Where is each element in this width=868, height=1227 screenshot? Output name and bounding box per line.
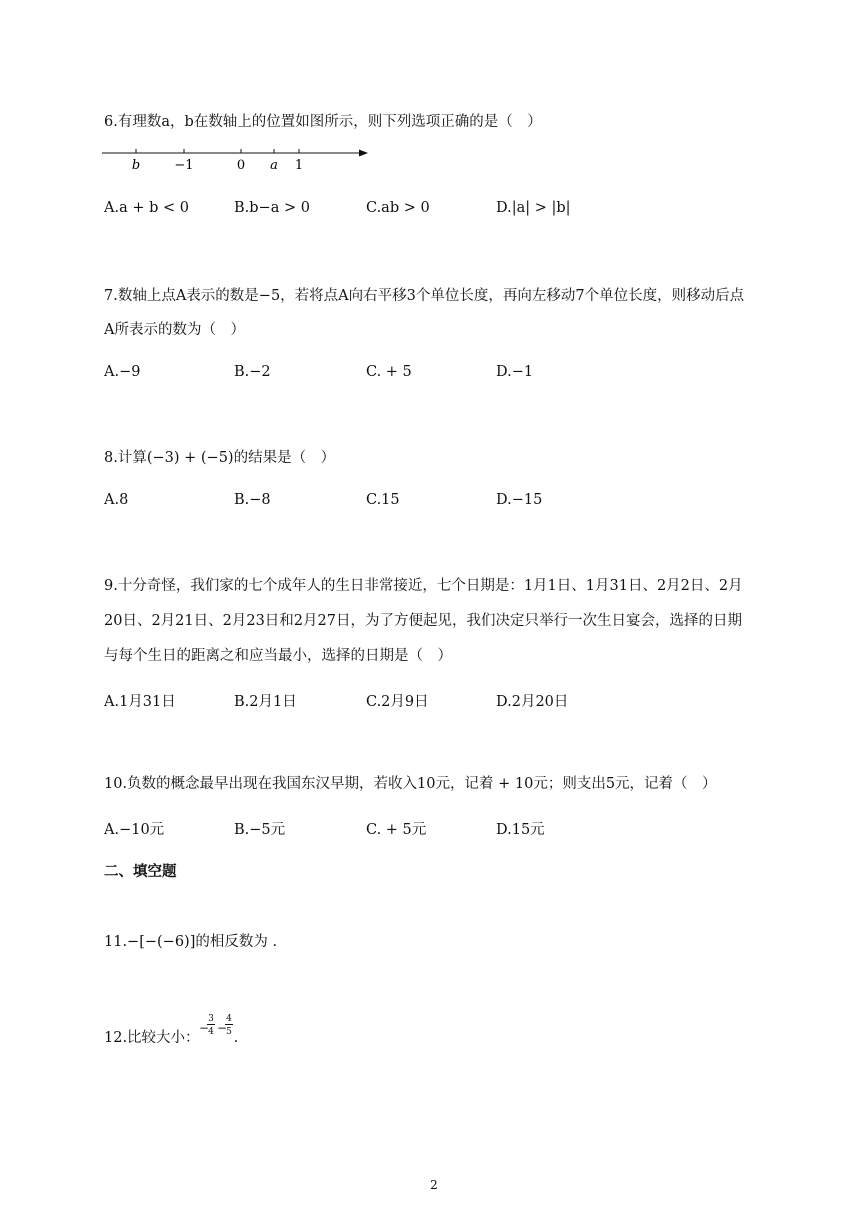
option-c[interactable]: C. + 5元 [366, 822, 427, 838]
question-7-line2: A所表示的数为（ ） [104, 322, 245, 338]
question-6: 6.有理数a，b在数轴上的位置如图所示，则下列选项正确的是（ ） [104, 114, 542, 130]
question-10: 10.负数的概念最早出现在我国东汉早期，若收入10元，记着 + 10元；则支出5元，记着（ ） [104, 776, 717, 792]
option-a[interactable]: A.−10元 [104, 822, 165, 838]
question-6-options [104, 200, 664, 222]
fraction-1-numerator: 3 [208, 1014, 214, 1024]
option-b[interactable]: B.−8 [234, 492, 271, 508]
fraction-2-denominator: 5 [226, 1027, 232, 1037]
question-8-options [104, 492, 664, 514]
number-line [100, 140, 380, 174]
fraction-1-sign: − [199, 1021, 210, 1035]
option-d[interactable]: D.−1 [496, 364, 534, 380]
option-d[interactable]: D.−15 [496, 492, 543, 508]
option-d[interactable]: D.2月20日 [496, 694, 569, 710]
question-9-options [104, 690, 664, 712]
page-number: 2 [430, 1178, 438, 1192]
fraction-2-numerator: 4 [226, 1014, 232, 1024]
option-a[interactable]: A.a + b < 0 [104, 200, 189, 216]
question-9: 9.十分奇怪，我们家的七个成年人的生日非常接近，七个日期是：1月1日、1月31日、2月2日、2月 [104, 578, 743, 594]
question-7: 7.数轴上点A表示的数是−5，若将点A向右平移3个单位长度，再向左移动7个单位长度，则移动后点 [104, 288, 745, 304]
option-a[interactable]: A.−9 [104, 364, 141, 380]
question-7-options [104, 364, 664, 386]
option-d[interactable]: D.15元 [496, 822, 545, 838]
question-12-suffix: . [233, 1030, 239, 1046]
option-a[interactable]: A.1月31日 [104, 694, 176, 710]
label-minus-one: −1 [174, 158, 194, 173]
option-c[interactable]: C.ab > 0 [366, 200, 430, 216]
option-b[interactable]: B.−2 [234, 364, 271, 380]
fraction-1-denominator: 4 [208, 1027, 214, 1037]
question-11: 11.−[−(−6)]的相反数为 . [104, 934, 278, 950]
question-10-options [104, 818, 664, 840]
label-a: a [270, 158, 278, 173]
option-b[interactable]: B.2月1日 [234, 694, 297, 710]
option-c[interactable]: C.2月9日 [366, 694, 429, 710]
option-c[interactable]: C.15 [366, 492, 400, 508]
option-b[interactable]: B.b−a > 0 [234, 200, 310, 216]
question-9-line2: 20日、2月21日、2月23日和2月27日，为了方便起见，我们决定只举行一次生日宴会，选择的日期 [104, 613, 742, 629]
question-8: 8.计算(−3) + (−5)的结果是（ ） [104, 450, 336, 466]
label-zero: 0 [236, 158, 246, 173]
label-one: 1 [294, 158, 304, 173]
number-line-arrow [359, 150, 368, 157]
fraction-2-sign: − [217, 1021, 228, 1035]
section-title: 二、填空题 [104, 864, 177, 880]
option-c[interactable]: C. + 5 [366, 364, 412, 380]
question-12-prefix: 12.比较大小： [104, 1030, 200, 1046]
option-a[interactable]: A.8 [104, 492, 129, 508]
option-d[interactable]: D.|a| > |b| [496, 200, 571, 216]
option-b[interactable]: B.−5元 [234, 822, 286, 838]
label-b: b [131, 158, 141, 173]
question-9-line3: 与每个生日的距离之和应当最小，选择的日期是（ ） [104, 648, 452, 664]
